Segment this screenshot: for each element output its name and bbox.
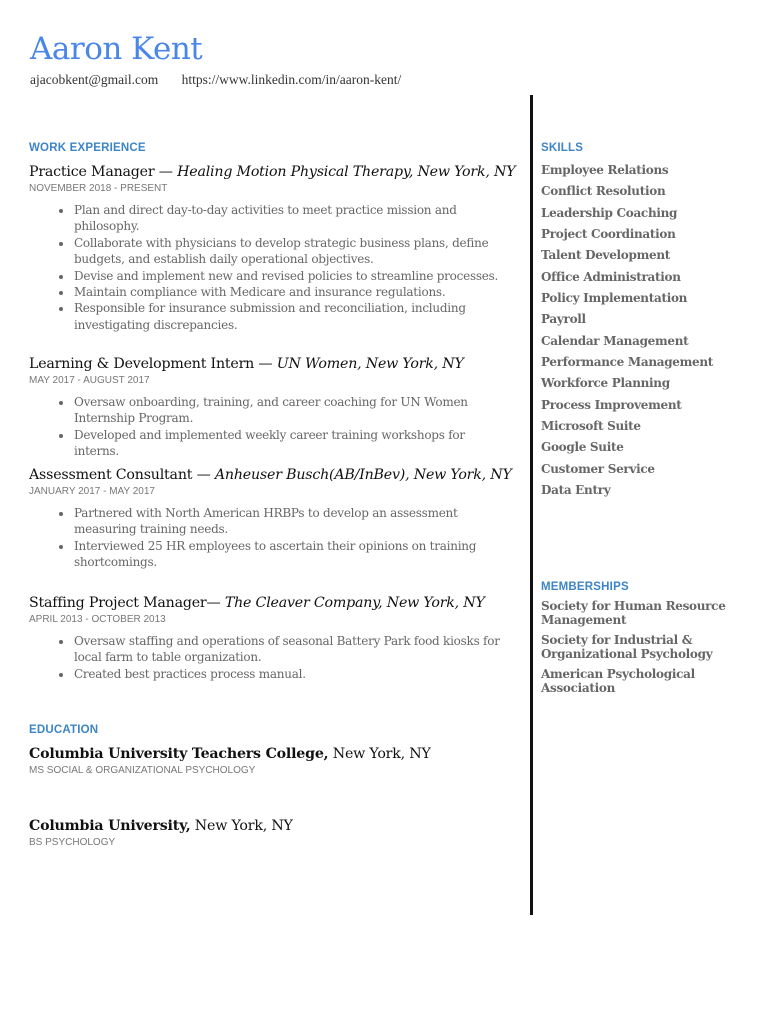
skill-item: Workforce Planning: [541, 376, 670, 391]
contact-line: [30, 72, 401, 88]
job-bullet: • Developed and implemented weekly career training workshops for interns.: [73, 427, 509, 460]
membership-item: American Psychological Association: [541, 667, 695, 695]
education-title-line: [29, 745, 509, 763]
work-experience-heading: WORK EXPERIENCE: [29, 142, 146, 154]
skill-item: Talent Development: [541, 248, 670, 263]
job-bullet: • Plan and direct day-to-day activities to meet practice mission and philosophy.: [73, 202, 509, 235]
job-entry: [29, 355, 509, 460]
job-entry: [29, 594, 509, 682]
job-bullets: [29, 633, 509, 682]
education-title-line: [29, 817, 509, 835]
memberships-heading: MEMBERSHIPS: [541, 581, 629, 593]
job-separator: —: [206, 595, 225, 611]
job-title: Staffing Project Manager: [29, 595, 207, 611]
job-bullet: • Devise and implement new and revised policies to streamline processes.: [73, 268, 509, 284]
skill-item: Process Improvement: [541, 397, 682, 412]
school-location: New York, NY: [328, 746, 431, 762]
job-entry: [29, 466, 512, 571]
job-bullet: • Maintain compliance with Medicare and insurance regulations.: [73, 284, 509, 300]
membership-item: Society for Industrial & Organizational Psychology: [541, 633, 713, 661]
job-org: Healing Motion Physical Therapy, New York, NY: [177, 164, 516, 180]
job-org: The Cleaver Company, New York, NY: [224, 595, 485, 611]
email-text: ajacobkent@gmail.com: [30, 72, 159, 87]
resume-name: Aaron Kent: [30, 31, 203, 67]
memberships-list: [541, 600, 741, 703]
skill-item: Data Entry: [541, 483, 611, 498]
skill-item: Project Coordination: [541, 227, 676, 242]
column-divider: [530, 95, 533, 915]
job-title-line: [29, 163, 516, 181]
job-separator: —: [192, 467, 215, 483]
skill-item: Payroll: [541, 312, 586, 327]
skill-item: Performance Management: [541, 355, 714, 370]
job-bullets: [29, 202, 509, 333]
skill-item: Google Suite: [541, 440, 624, 455]
job-dates: JANUARY 2017 - MAY 2017: [29, 486, 155, 497]
job-title: Learning & Development Intern: [29, 356, 255, 372]
job-title: Practice Manager: [29, 164, 155, 180]
education-heading: EDUCATION: [29, 724, 99, 736]
job-title-line: [29, 466, 512, 484]
skill-item: Employee Relations: [541, 163, 669, 177]
school-name: Columbia University Teachers College,: [29, 746, 329, 762]
job-separator: —: [154, 164, 178, 180]
skill-item: Office Administration: [541, 269, 681, 284]
job-dates: APRIL 2013 - OCTOBER 2013: [29, 614, 166, 625]
membership-item: Society for Human Resource Management: [541, 599, 726, 627]
skills-heading: SKILLS: [541, 142, 584, 154]
school-location: New York, NY: [190, 818, 293, 834]
school-name: Columbia University,: [29, 818, 191, 834]
job-bullet: • Created best practices process manual.: [73, 666, 509, 682]
job-org: UN Women, New York, NY: [276, 356, 464, 372]
job-bullets: [29, 505, 509, 571]
job-bullet: • Oversaw staffing and operations of seasonal Battery Park food kiosks for local farm to table organization.: [73, 633, 509, 666]
job-separator: —: [254, 356, 277, 372]
skill-item: Customer Service: [541, 461, 655, 476]
job-dates: NOVEMBER 2018 - PRESENT: [29, 183, 168, 194]
skill-item: Policy Implementation: [541, 291, 688, 306]
skills-list: [541, 160, 741, 502]
skill-item: Conflict Resolution: [541, 184, 666, 199]
job-bullets: [29, 394, 509, 460]
job-bullet: • Oversaw onboarding, training, and career coaching for UN Women Internship Program.: [73, 394, 509, 427]
job-bullet: • Collaborate with physicians to develop strategic business plans, define budgets, and establish daily operational objectives.: [73, 235, 509, 268]
job-bullet: • Responsible for insurance submission and reconciliation, including investigating discrepancies.: [73, 300, 509, 333]
skill-item: Microsoft Suite: [541, 419, 641, 434]
skill-item: Leadership Coaching: [541, 205, 678, 220]
job-dates: MAY 2017 - AUGUST 2017: [29, 375, 150, 386]
job-bullet: • Partnered with North American HRBPs to develop an assessment measuring training needs.: [73, 505, 509, 538]
job-bullet: • Interviewed 25 HR employees to ascertain their opinions on training shortcomings.: [73, 538, 509, 571]
education-entry: [29, 745, 509, 778]
degree-text: MS SOCIAL & ORGANIZATIONAL PSYCHOLOGY: [29, 765, 256, 776]
skill-item: Calendar Management: [541, 333, 689, 348]
job-entry: [29, 163, 516, 333]
degree-text: BS PSYCHOLOGY: [29, 837, 116, 848]
job-title-line: [29, 594, 509, 612]
job-title: Assessment Consultant: [29, 467, 193, 483]
education-entry: [29, 817, 509, 850]
job-org: Anheuser Busch(AB/InBev), New York, NY: [214, 467, 512, 483]
job-title-line: [29, 355, 509, 373]
linkedin-link[interactable]: https://www.linkedin.com/in/aaron-kent/: [181, 72, 402, 87]
